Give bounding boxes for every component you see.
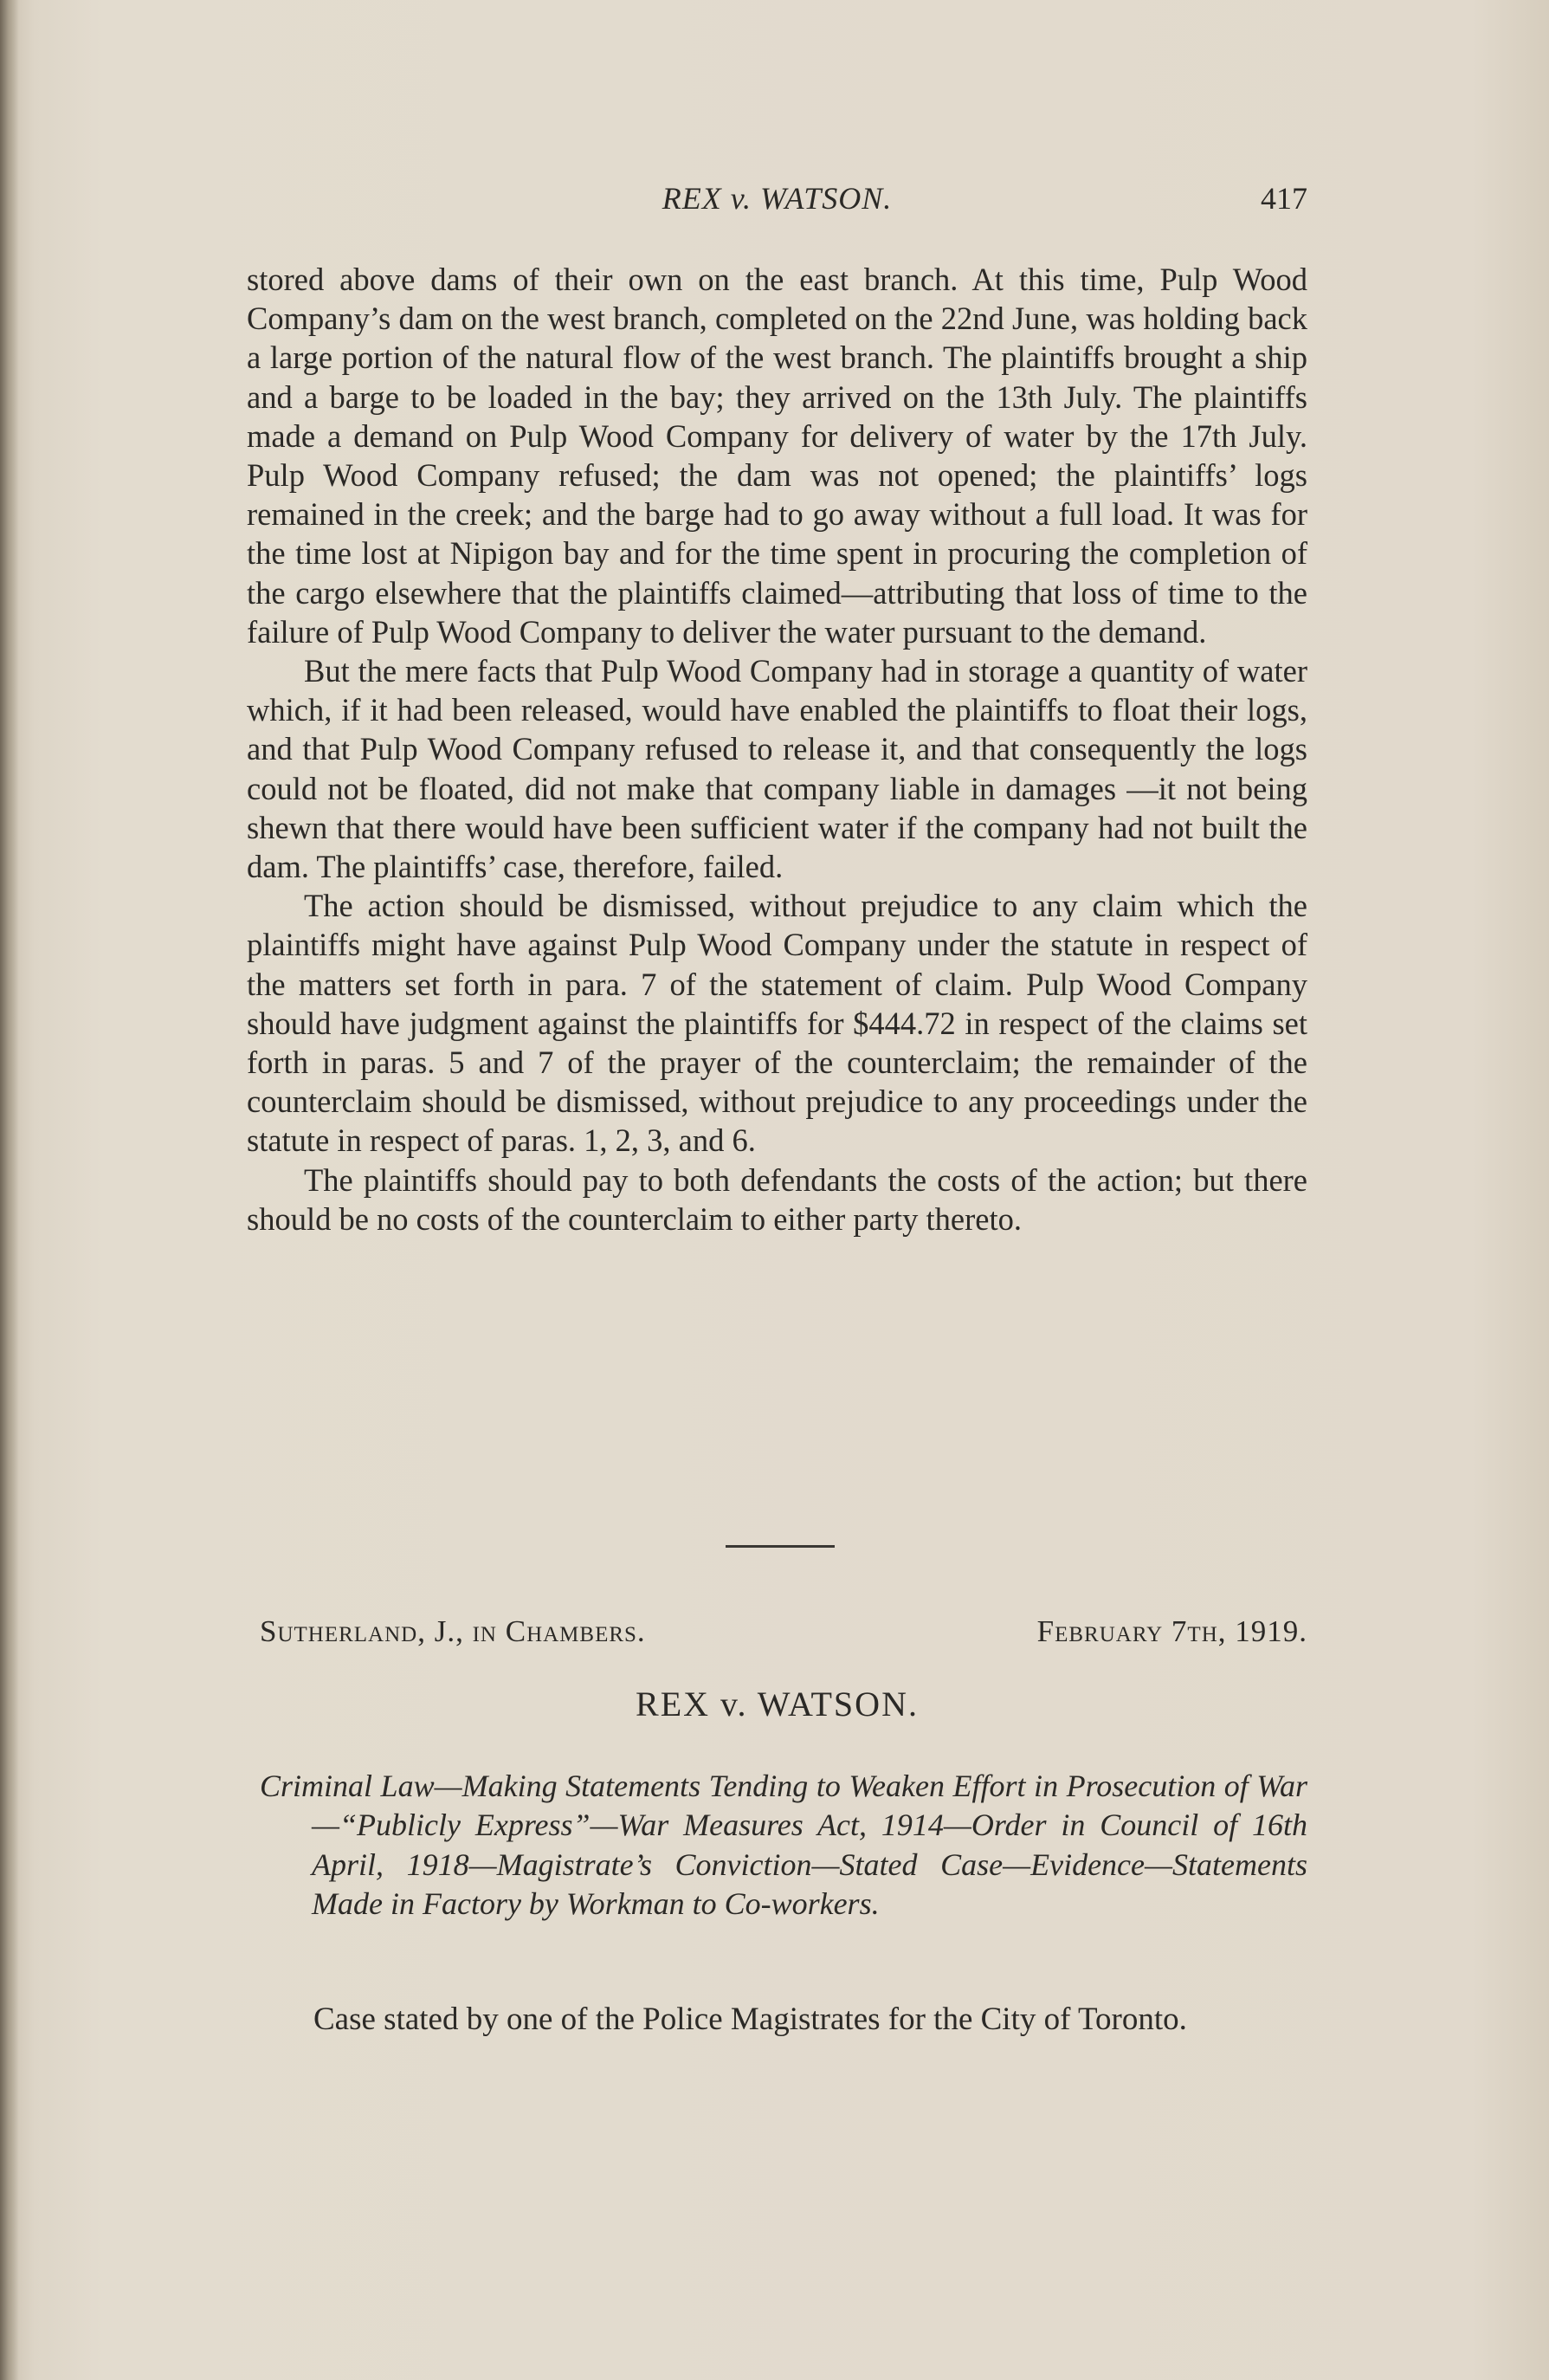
- paragraph-continued: stored above dams of their own on the east branch. At this time, Pulp Wood Company’s dam on the west branch, completed on the 22nd June, was holding back a large portion of the natural flow of the west branch. The plaintiffs brought a ship and a barge to be loaded in the bay; they arrived on the 13th July. The plaintiffs made a demand on Pulp Wood Company for delivery of water by the 17th July. Pulp Wood Company refused; the dam was not opened; the plaintiffs’ logs remained in the creek; and the barge had to go away without a full load. It was for the time lost at Nipigon bay and for the time spent in procuring the completion of the cargo elsewhere that the plaintiffs claimed—attributing that loss of time to the failure of Pulp Wood Company to deliver the water pursuant to the demand.: [247, 262, 1307, 650]
- case-stated-text: Case stated by one of the Police Magistrates for the City of Toronto.: [313, 2002, 1187, 2037]
- binding-shadow: [0, 0, 19, 2380]
- judgment-text: [247, 260, 1307, 1239]
- case-title: REX v. WATSON.: [636, 1685, 919, 1724]
- running-head-title: REX v. WATSON.: [662, 181, 893, 216]
- court-date: February 7th, 1919.: [1036, 1614, 1307, 1648]
- paragraph-costs: The plaintiffs should pay to both defendants the costs of the action; but there should be no costs of the counterclaim to either party thereto.: [247, 1161, 1307, 1237]
- paragraph-reasoning: But the mere facts that Pulp Wood Company had in storage a quantity of water which, if it had been released, would have enabled the plaintiffs to float their logs, and that Pulp Wood Company refused to release it, and that consequently the logs could not be floated, did not make that company liable in damages —it not being shewn that there would have been sufficient water if the company had not built the dam. The plaintiffs’ case, therefore, failed.: [247, 653, 1307, 885]
- running-head: [247, 180, 1307, 223]
- paragraph-disposition: The action should be dismissed, without prejudice to any claim which the plaintiffs might have against Pulp Wood Company under the statute in respect of the matters set forth in para. 7 of the statement of claim. Pulp Wood Company should have judgment against the plaintiffs for $444.72 in respect of the claims set forth in paras. 5 and 7 of the prayer of the counterclaim; the remainder of the counterclaim should be dismissed, without prejudice to any proceedings under the statute in respect of paras. 1, 2, 3, and 6.: [247, 888, 1307, 1159]
- headnote: Criminal Law—Making Statements Tending to Weaken Effort in Prosecution of War—“Publicly Express”—War Measures Act, 1914—Order in Council of 16th April, 1918—Magistrate’s Conviction—Stated Case—Evidence—Statements Made in Factory by Workman to Co-workers.: [260, 1769, 1307, 1921]
- court-judge: Sutherland, J., in Chambers.: [260, 1614, 646, 1648]
- section-divider: [726, 1545, 835, 1548]
- page-number: 417: [1261, 181, 1307, 216]
